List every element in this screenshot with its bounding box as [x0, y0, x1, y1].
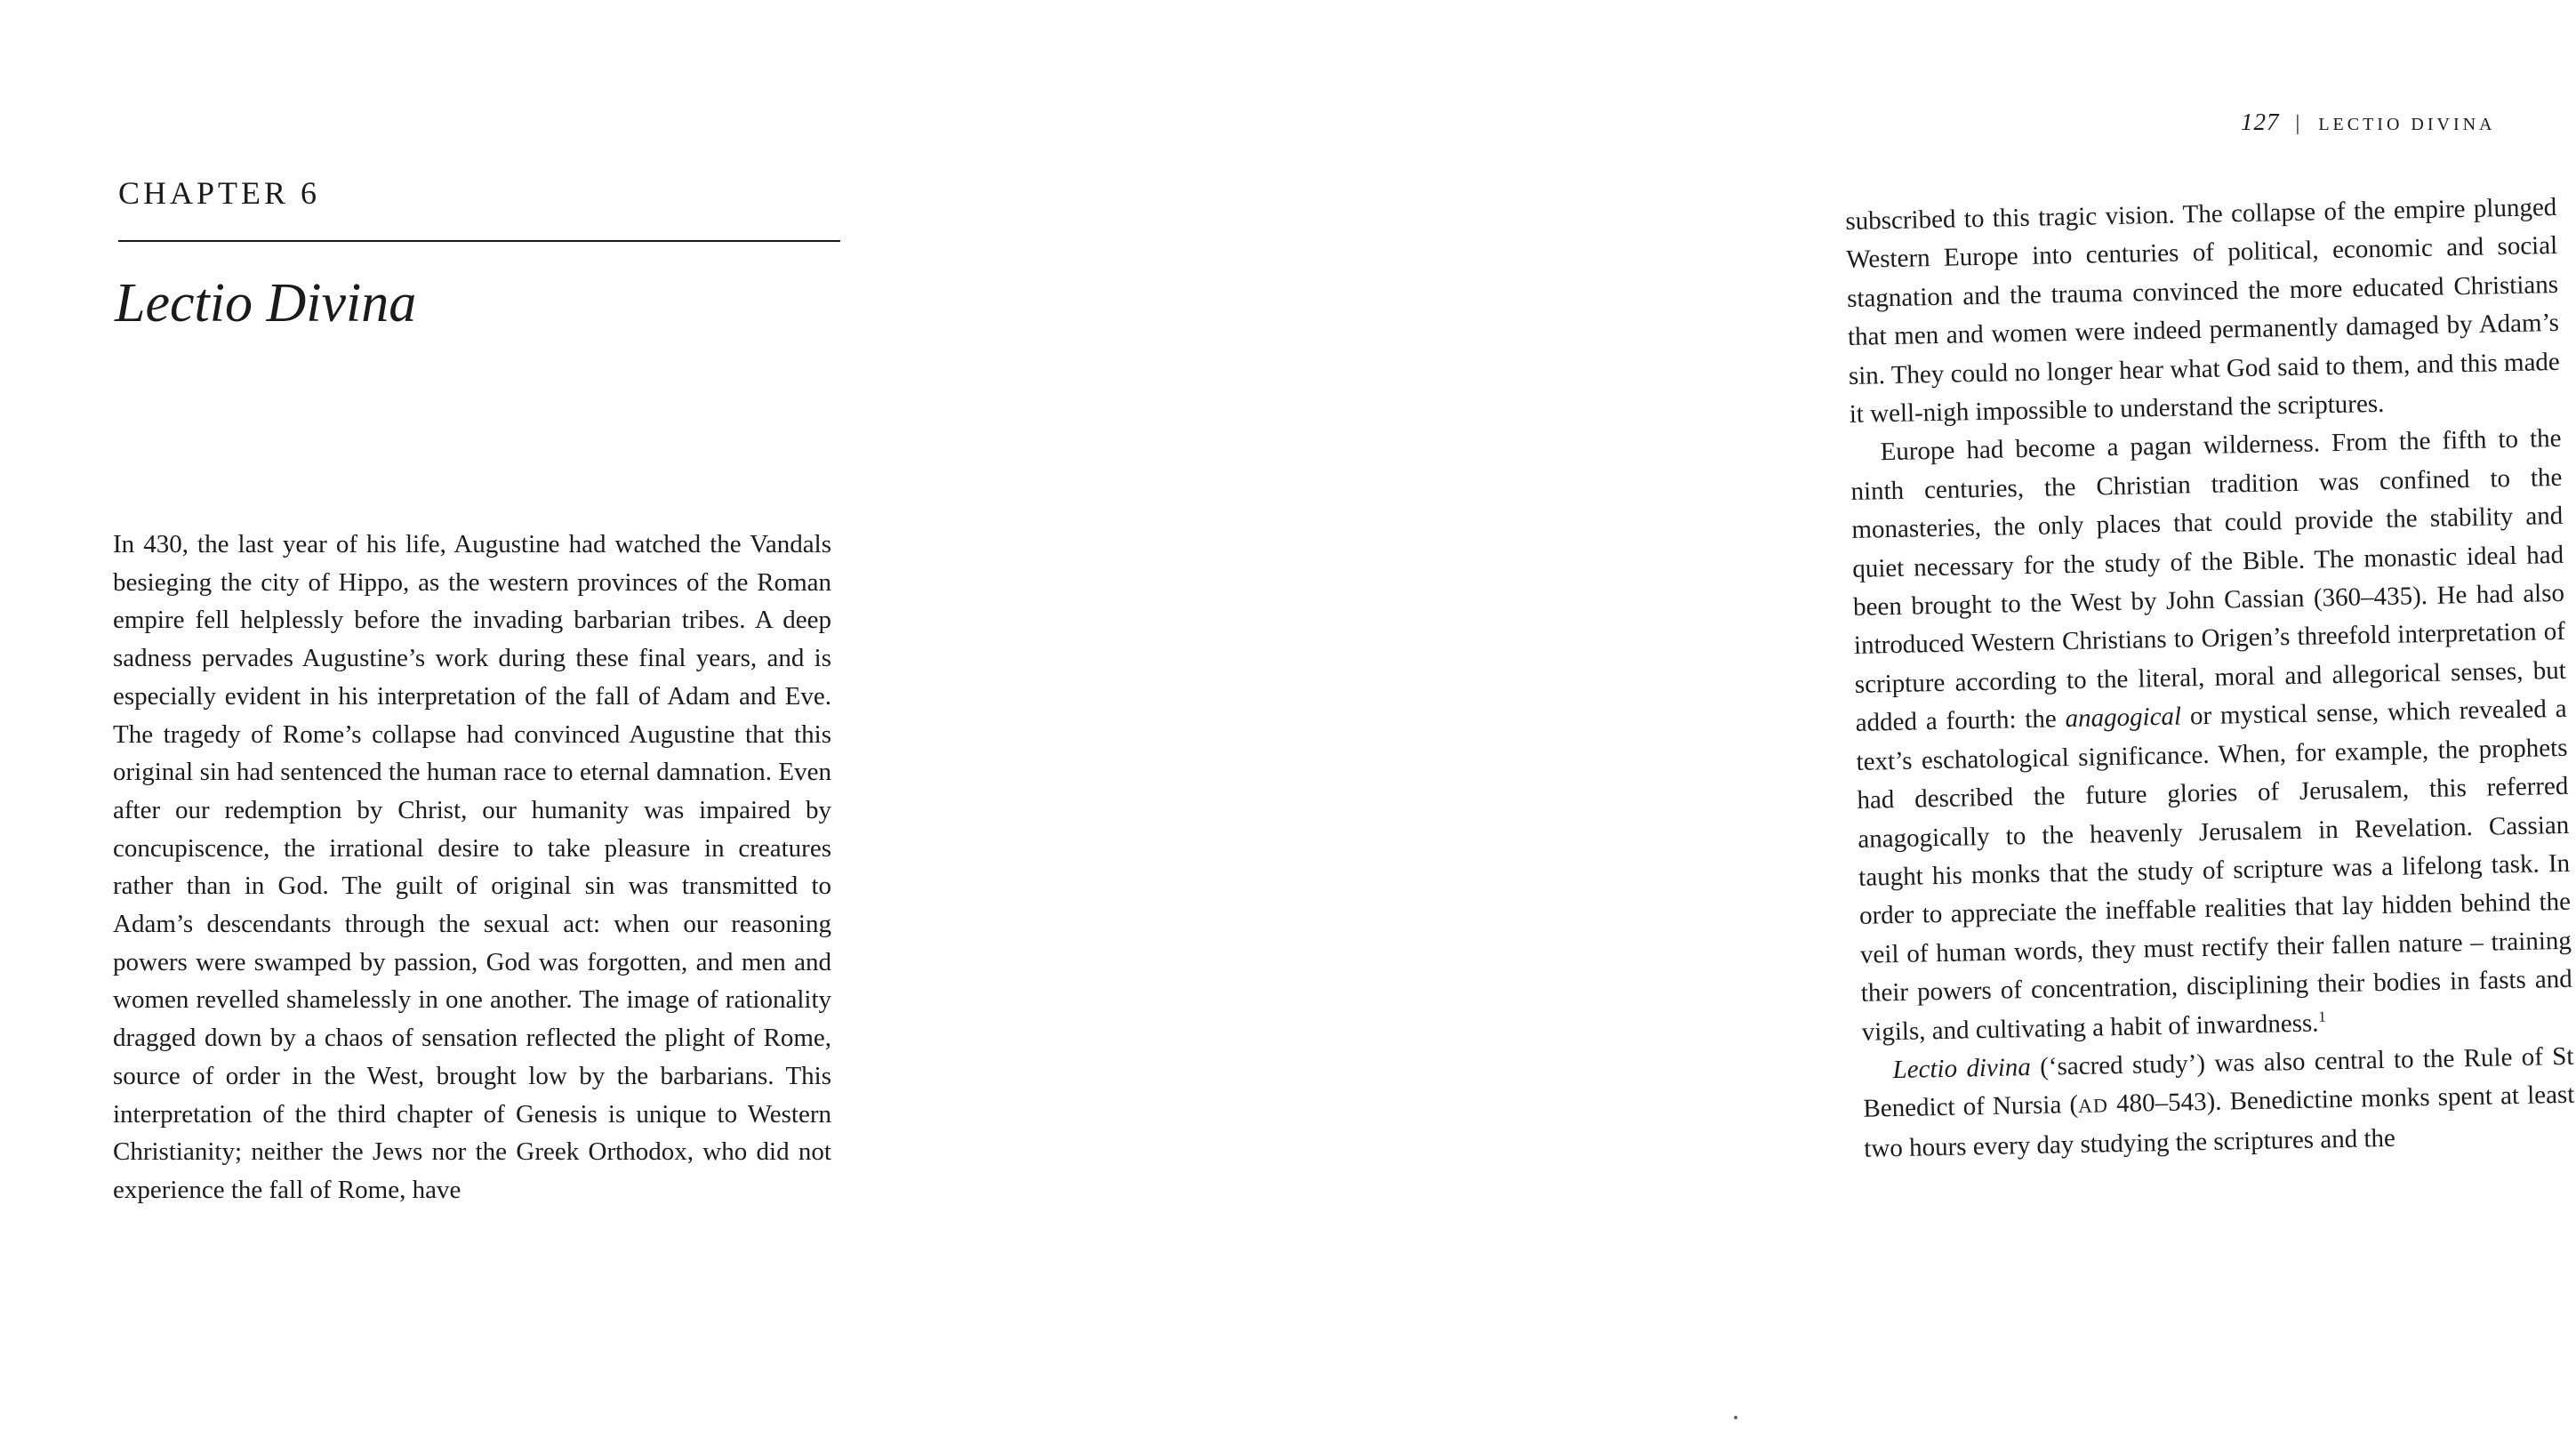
running-head-separator: | [2295, 112, 2303, 135]
paragraph-2-italic-term: anagogical [2065, 702, 2182, 734]
right-paragraph-3 [1862, 1038, 2575, 1169]
right-paragraph-1: subscribed to this tragic vision. The collapse of the empire plunged Western Europe into centuries of political, economic and social stagnation and the trauma convinced the more educated Christians that men and women were indeed permanently damaged by Adam’s sin. They could no longer hear what God said to them, and this made it well-nigh impossible to understand the scriptures. [1845, 192, 2561, 429]
right-paragraph-2 [1850, 420, 2573, 1051]
paragraph-3-text-b: 480–543). Benedictine monks spent at least two hours every day studying the scriptures and the [1864, 1081, 2575, 1163]
chapter-label: CHAPTER 6 [118, 175, 321, 211]
right-page [889, 0, 2575, 1438]
paragraph-3-text-a: (‘sacred study’) was also central to the Rule of St Benedict of Nursia ( [1863, 1041, 2574, 1124]
running-head [2241, 108, 2496, 136]
paragraph-3-italic-term: Lectio divina [1892, 1052, 2032, 1085]
page-number: 127 [2241, 108, 2280, 135]
scan-speck [1734, 1416, 1737, 1419]
right-body-text [1845, 189, 2576, 1169]
footnote-reference: 1 [2318, 1008, 2327, 1025]
paragraph-3-small-caps: AD [2077, 1094, 2109, 1118]
chapter-title: Lectio Divina [115, 273, 417, 333]
left-body-text [113, 526, 831, 1209]
paragraph-2-text-a: Europe had become a pagan wilderness. From the fifth to the ninth centuries, the Christian tradition was confined to the monasteries, the only places that could provide the stability and quiet necessary for the study of the Bible. The monastic ideal had been brought to the West by John Cassian (360–435). He had also introduced Western Christians to Origen’s threefold interpretation of scripture according to the literal, moral and allegorical senses, but added a fourth: the [1850, 424, 2567, 738]
chapter-rule [118, 240, 840, 242]
running-title: LECTIO DIVINA [2318, 115, 2496, 134]
left-paragraph: In 430, the last year of his life, Augustine had watched the Vandals besieging the city of Hippo, as the western provinces of the Roman empire fell helplessly before the invading barbarian tribes. A deep sadness pervades Augustine’s work during these final years, and is especially evident in his interpretation of the fall of Adam and Eve. The tragedy of Rome’s collapse had convinced Augustine that this original sin had sentenced the human race to eternal damnation. Even after our redemption by Christ, our humanity was impaired by concupiscence, the irrational desire to take pleasure in creatures rather than in God. The guilt of original sin was transmitted to Adam’s descendants through the sexual act: when our reasoning powers were swamped by passion, God was forgotten, and men and women revelled shamelessly in one another. The image of rationality dragged down by a chaos of sensation reflected the plight of Rome, source of order in the West, brought low by the barbarians. This interpretation of the third chapter of Genesis is unique to Western Christianity; neither the Jews nor the Greek Orthodox, who did not experience the fall of Rome, have [113, 530, 831, 1204]
left-page [0, 0, 889, 1438]
paragraph-2-text-b: or mystical sense, which revealed a text’s eschatological significance. When, for example, the prophets had described the future glories of Jerusalem, this referred anagogically to the heavenly Jerusalem in Revelation. Cassian taught his monks that the study of scripture was a lifelong task. In order to appreciate the ineffable realities that lay hidden behind the veil of human words, they must rectify their fallen nature – training their powers of concentration, disciplining their bodies in fasts and vigils, and cultivating a habit of inwardness. [1856, 695, 2573, 1047]
